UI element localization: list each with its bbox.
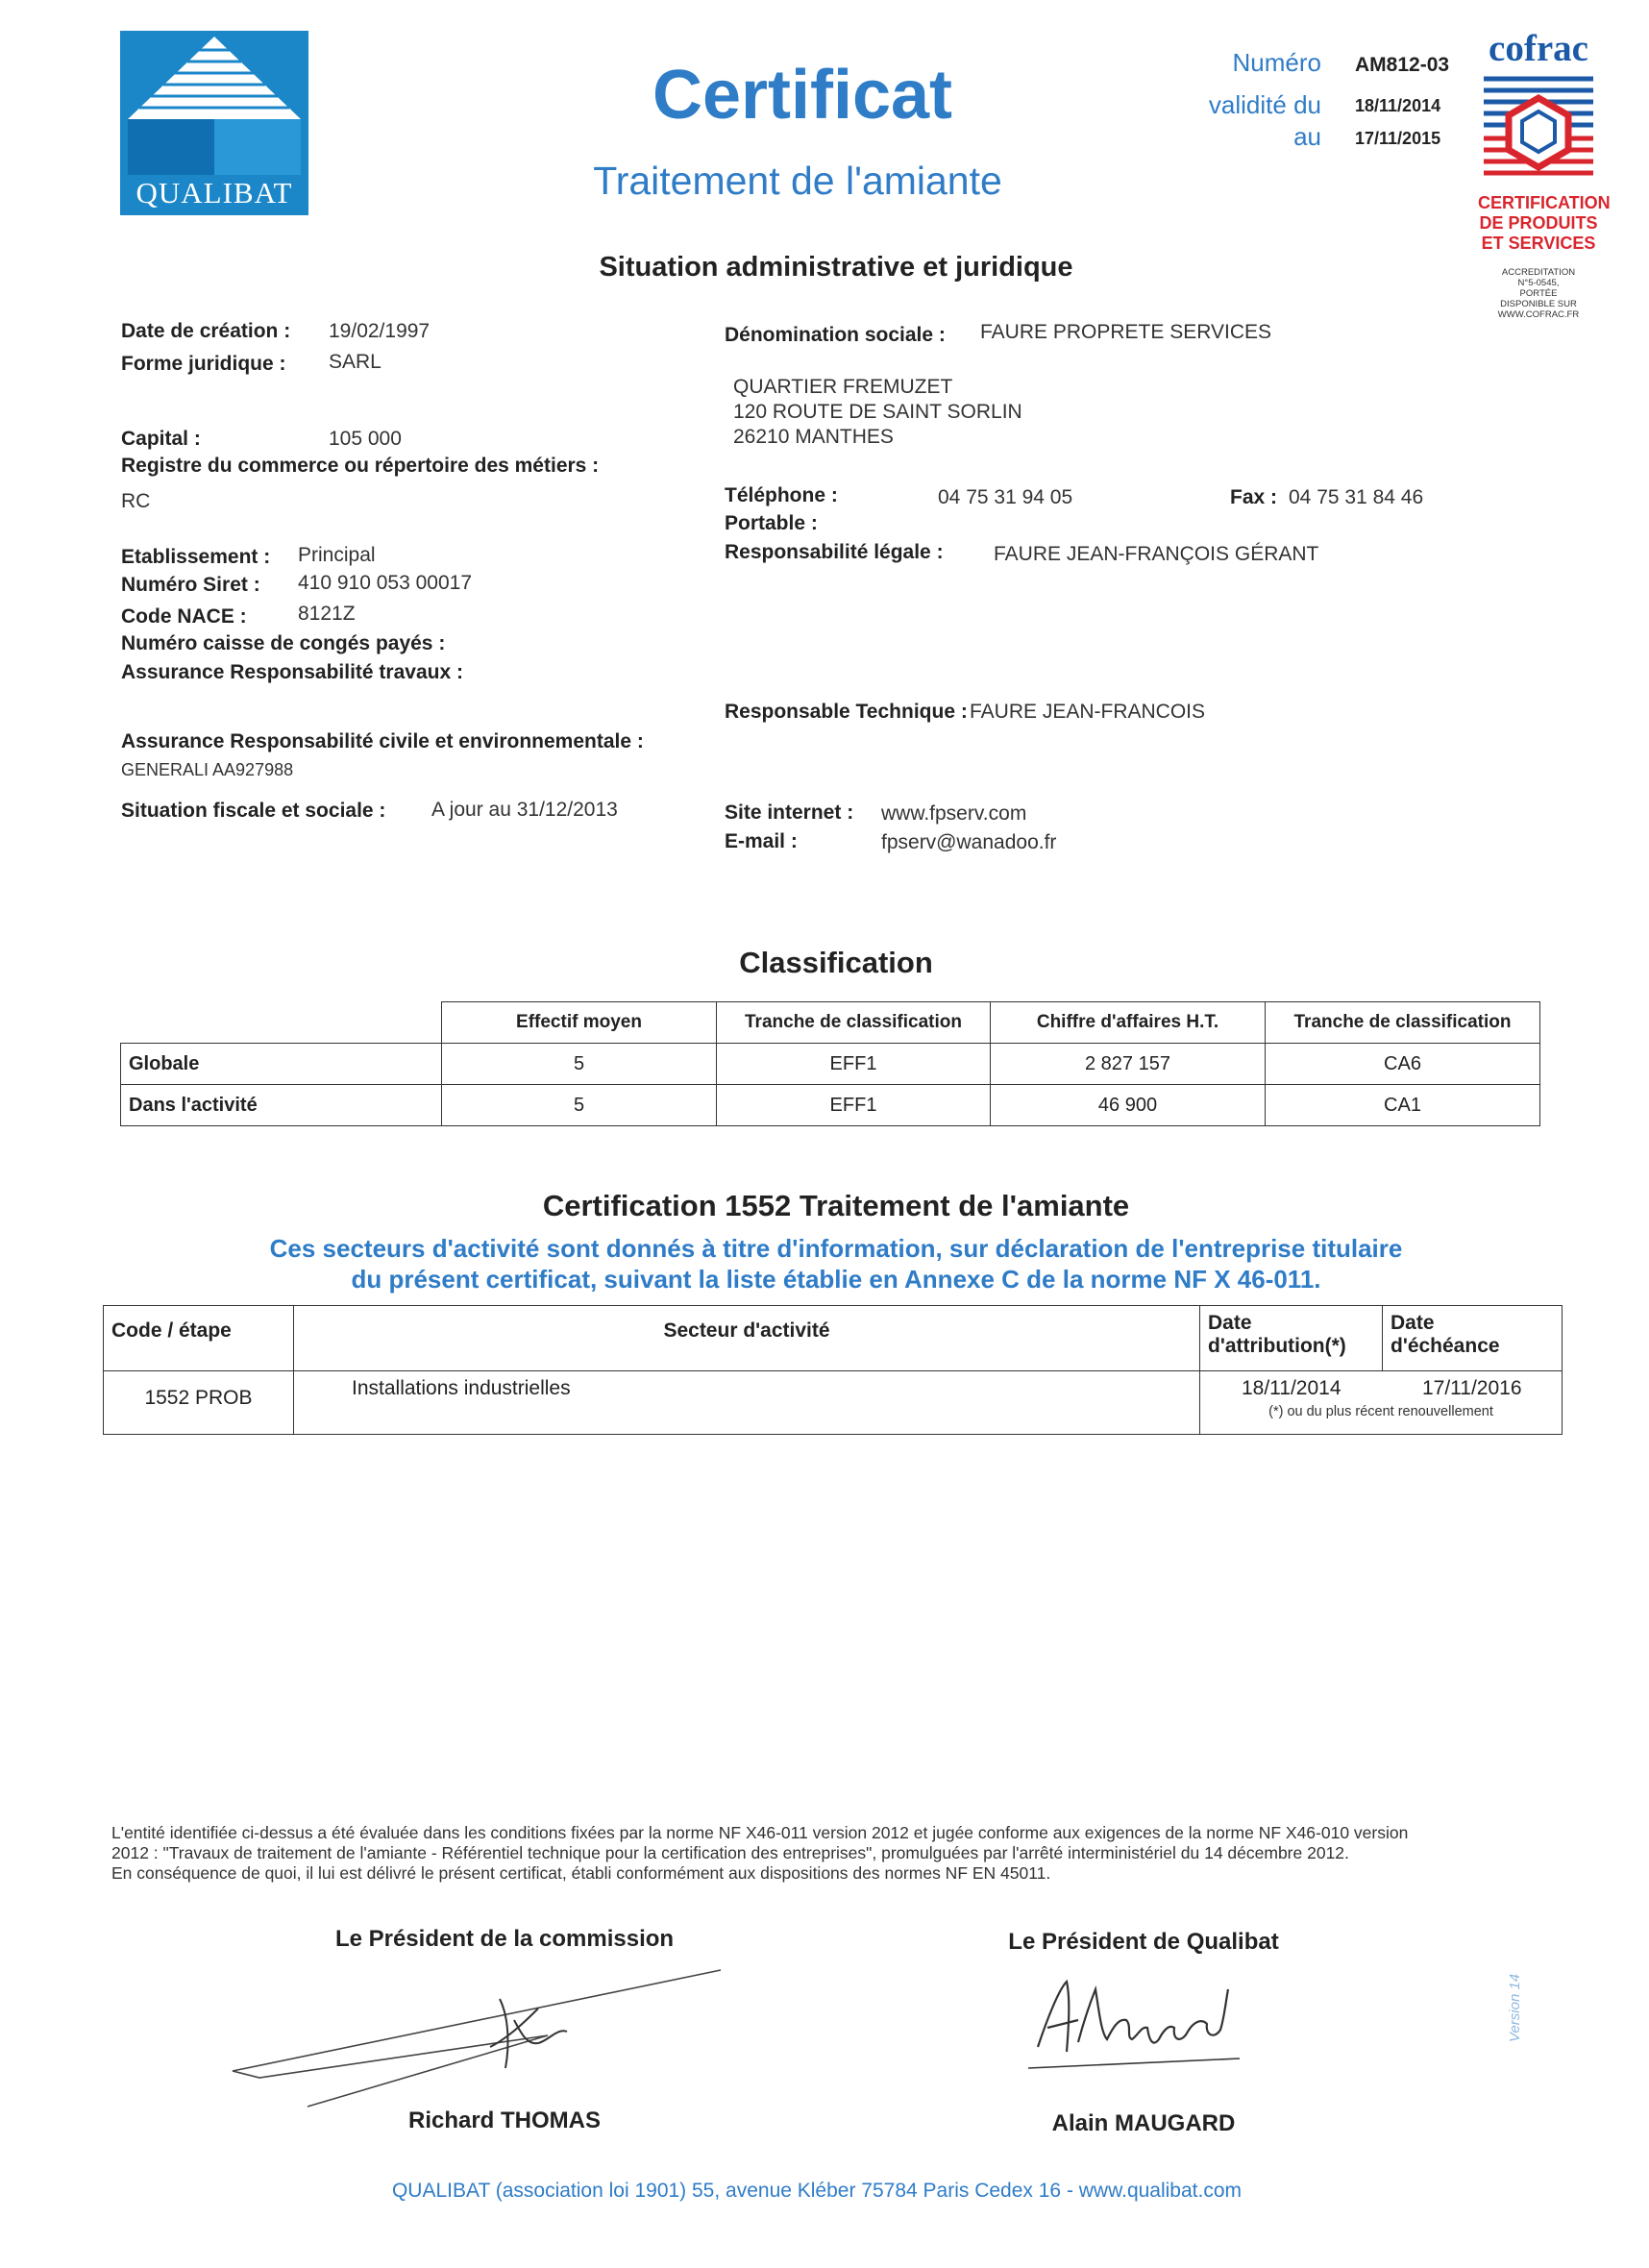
- registre-value: RC: [121, 490, 151, 512]
- table-cell: 5: [442, 1085, 717, 1126]
- registre-label: Registre du commerce ou répertoire des métiers :: [121, 455, 600, 477]
- column-header: Tranche de classification: [717, 1002, 991, 1044]
- qualibat-logo: [120, 31, 308, 215]
- certification-table: [103, 1305, 1563, 1435]
- fiscale-label: Situation fiscale et sociale :: [121, 800, 386, 822]
- certification-heading: Certification 1552 Traitement de l'amiante: [542, 1189, 1130, 1222]
- etablissement-label: Etablissement :: [121, 546, 271, 568]
- row-label: Dans l'activité: [121, 1085, 442, 1126]
- validite-from: 18/11/2014: [1355, 96, 1441, 115]
- footer-address: QUALIBAT (association loi 1901) 55, avenue Kléber 75784 Paris Cedex 16 - www.qualibat.com: [391, 2180, 1243, 2202]
- signature-alain-maugard: [1019, 1960, 1268, 2105]
- siret-label: Numéro Siret :: [121, 574, 260, 596]
- cofrac-accreditation: PORTÉE: [1519, 288, 1558, 299]
- table-row: [121, 1085, 1540, 1126]
- resp-technique-label: Responsable Technique :: [725, 701, 968, 723]
- admin-heading: Situation administrative et juridique: [599, 252, 1073, 283]
- table-cell: 5: [442, 1044, 717, 1085]
- capital-value: 105 000: [329, 428, 402, 450]
- cofrac-line1: CERTIFICATION: [1478, 193, 1611, 212]
- denomination-value: FAURE PROPRETE SERVICES: [980, 321, 1272, 343]
- validite-label: validité du: [1208, 90, 1321, 119]
- table-row: [104, 1371, 1563, 1435]
- dates-cell: [1200, 1371, 1563, 1435]
- numero-label: Numéro: [1232, 48, 1321, 77]
- resp-legale-value: FAURE JEAN-FRANÇOIS GÉRANT: [994, 543, 1319, 565]
- table-cell: 46 900: [991, 1085, 1266, 1126]
- table-cell: EFF1: [717, 1085, 991, 1126]
- cofrac-line3: ET SERVICES: [1481, 234, 1596, 253]
- president-qualibat-name: Alain MAUGARD: [1051, 2110, 1236, 2136]
- secteur-cell: Installations industrielles: [294, 1371, 1200, 1435]
- classification-heading: Classification: [739, 946, 933, 979]
- column-header-attribution: [1200, 1306, 1383, 1371]
- footer-paragraph: L'entité identifiée ci-dessus a été évaluée dans les conditions fixées par la norme NF X46-011 version 2012 et jugée conforme aux exigences de la norme NF X46-010 version: [111, 1823, 1409, 1842]
- row-label: Globale: [121, 1044, 442, 1085]
- classification-header-row: [121, 1002, 1540, 1044]
- table-cell: CA1: [1266, 1085, 1540, 1126]
- portable-label: Portable :: [725, 512, 818, 534]
- table-cell: EFF1: [717, 1044, 991, 1085]
- telephone-label: Téléphone :: [725, 484, 838, 506]
- footer-paragraph: 2012 : "Travaux de traitement de l'amiante - Référentiel technique pour la certification des entreprises", promulguées par l'arrêté interministériel du 14 décembre 2012.: [111, 1843, 1349, 1862]
- table-cell: 2 827 157: [991, 1044, 1266, 1085]
- column-header: Chiffre d'affaires H.T.: [991, 1002, 1266, 1044]
- site-link[interactable]: www.fpserv.com: [881, 802, 1027, 825]
- cofrac-accreditation: N°5-0545,: [1517, 278, 1560, 288]
- nace-label: Code NACE :: [121, 605, 247, 628]
- certification-note: du présent certificat, suivant la liste établie en Annexe C de la norme NF X 46-011.: [351, 1265, 1321, 1294]
- resp-legale-label: Responsabilité légale :: [725, 541, 944, 563]
- cofrac-line2: DE PRODUITS: [1479, 213, 1598, 233]
- denomination-label: Dénomination sociale :: [725, 324, 946, 346]
- capital-label: Capital :: [121, 428, 201, 450]
- cofrac-hexagon-icon: [1478, 69, 1599, 188]
- resp-technique-value: FAURE JEAN-FRANCOIS: [970, 701, 1206, 723]
- cofrac-accreditation: WWW.COFRAC.FR: [1497, 309, 1580, 320]
- column-header: d'échéance: [1391, 1335, 1500, 1357]
- renewal-note: (*) ou du plus récent renouvellement: [1268, 1404, 1493, 1419]
- fax-label: Fax :: [1230, 486, 1278, 508]
- address-line: 26210 MANTHES: [733, 426, 894, 448]
- president-qualibat-label: Le Président de Qualibat: [1008, 1929, 1279, 1955]
- qualibat-logo-text: QUALIBAT: [135, 176, 293, 210]
- siret-value: 410 910 053 00017: [298, 572, 473, 594]
- column-header: Code / étape: [104, 1306, 294, 1371]
- code-cell: 1552 PROB: [104, 1371, 294, 1435]
- certificate-subtitle: Traitement de l'amiante: [593, 159, 1002, 203]
- nace-value: 8121Z: [298, 603, 356, 625]
- site-label: Site internet :: [725, 801, 854, 824]
- assurance-civile-label: Assurance Responsabilité civile et environnementale :: [121, 730, 644, 752]
- table-cell: CA6: [1266, 1044, 1540, 1085]
- validite-to: 17/11/2015: [1355, 129, 1441, 148]
- footer-paragraph: En conséquence de quoi, il lui est délivré le présent certificat, établi conformément aux dispositions des normes NF EN 45011.: [111, 1863, 1051, 1883]
- version-label: Version 14: [1507, 1973, 1523, 2042]
- column-header: Date: [1208, 1312, 1252, 1334]
- address-line: 120 ROUTE DE SAINT SORLIN: [733, 401, 1022, 423]
- column-header: d'attribution(*): [1208, 1335, 1346, 1357]
- cofrac-logo: [1478, 28, 1611, 334]
- certification-header-row: [104, 1306, 1563, 1371]
- forme-value: SARL: [329, 351, 381, 373]
- president-commission-label: Le Président de la commission: [334, 1926, 675, 1952]
- fiscale-value: A jour au 31/12/2013: [431, 799, 618, 821]
- cofrac-accreditation: DISPONIBLE SUR: [1500, 299, 1577, 309]
- table-row: [121, 1044, 1540, 1085]
- date-creation-value: 19/02/1997: [329, 320, 431, 342]
- fax-value: 04 75 31 84 46: [1289, 486, 1424, 508]
- classification-table: [120, 1001, 1540, 1126]
- forme-label: Forme juridique :: [121, 353, 286, 375]
- caisse-label: Numéro caisse de congés payés :: [121, 632, 446, 654]
- certificate-title: Certificat: [652, 57, 953, 134]
- cofrac-accreditation: ACCREDITATION: [1501, 267, 1576, 278]
- email-label: E-mail :: [725, 830, 798, 852]
- numero-value: AM812-03: [1355, 54, 1450, 76]
- assurance-civile-value: GENERALI AA927988: [121, 760, 294, 779]
- column-header: Date: [1391, 1312, 1435, 1334]
- classification-corner: [121, 1002, 442, 1044]
- telephone-value: 04 75 31 94 05: [938, 486, 1073, 508]
- au-label: au: [1293, 122, 1321, 151]
- certification-note: Ces secteurs d'activité sont donnés à titre d'information, sur déclaration de l'entreprise titulaire: [269, 1234, 1403, 1263]
- column-header: Effectif moyen: [442, 1002, 717, 1044]
- column-header: Secteur d'activité: [294, 1306, 1200, 1371]
- echeance-date: 17/11/2016: [1421, 1377, 1522, 1399]
- assurance-travaux-label: Assurance Responsabilité travaux :: [121, 661, 463, 683]
- column-header: Tranche de classification: [1266, 1002, 1540, 1044]
- column-header-echeance: [1383, 1306, 1563, 1371]
- etablissement-value: Principal: [298, 544, 376, 566]
- date-creation-label: Date de création :: [121, 320, 291, 342]
- attribution-date: 18/11/2014: [1241, 1377, 1341, 1399]
- address-line: QUARTIER FREMUZET: [733, 376, 953, 398]
- email-link[interactable]: fpserv@wanadoo.fr: [881, 831, 1057, 853]
- cofrac-brand: cofrac: [1489, 28, 1588, 69]
- signature-richard-thomas: [221, 1960, 730, 2114]
- president-commission-name: Richard THOMAS: [407, 2108, 601, 2133]
